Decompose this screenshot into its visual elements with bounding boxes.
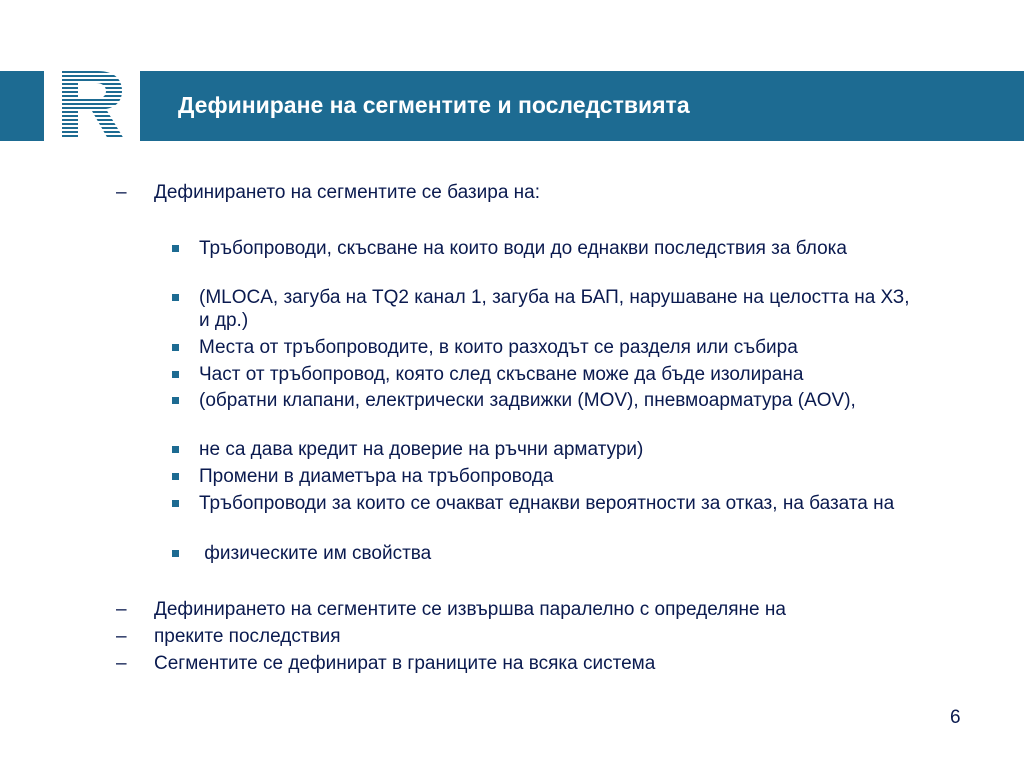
square-bullet-icon — [172, 294, 179, 301]
sub-list-item-text: (обратни клапани, електрически задвижки (MOV), пневмоарматура (AOV), — [199, 390, 856, 411]
sub-list-item — [172, 336, 932, 359]
sub-list-item-text: (MLOCA, загуба на TQ2 канал 1, загуба на БАП, нарушаване на целостта на ХЗ, и др.) — [199, 287, 910, 331]
list-item-text: Сегментите се дефинират в границите на всяка система — [154, 653, 656, 674]
sub-list-item-text: не са дава кредит на доверие на ръчни арматури) — [199, 439, 644, 460]
square-bullet-icon — [172, 446, 179, 453]
slide-title: Дефиниране на сегментите и последствията — [178, 92, 690, 118]
sub-list-item — [172, 465, 932, 488]
sub-list-item-text: Част от тръбопровод, която след скъсване може да бъде изолирана — [199, 364, 804, 385]
sub-list-item — [172, 237, 932, 260]
list-item-text: Дефинирането на сегментите се базира на: — [154, 182, 541, 203]
dash-bullet: – — [116, 626, 127, 647]
dash-bullet: – — [116, 182, 127, 203]
square-bullet-icon — [172, 371, 179, 378]
sub-list-item-text: Тръбопроводи, скъсване на които води до еднакви последствия за блока — [199, 238, 847, 259]
sub-list-item-text: Промени в диаметъра на тръбопровода — [199, 466, 554, 487]
sub-list-item — [172, 363, 932, 386]
square-bullet-icon — [172, 397, 179, 404]
sub-list-item-text: Места от тръбопроводите, в които разходът се разделя или събира — [199, 337, 798, 358]
dash-bullet: – — [116, 653, 127, 674]
square-bullet-icon — [172, 550, 179, 557]
sub-list-item — [172, 286, 932, 332]
square-bullet-icon — [172, 245, 179, 252]
sub-list-item — [172, 438, 932, 461]
list-item-text: Дефинирането на сегментите се извършва паралелно с определяне на — [154, 599, 786, 620]
square-bullet-icon — [172, 344, 179, 351]
sub-list-item — [172, 389, 932, 412]
sub-list-item-text: Тръбопроводи за които се очакват еднакви вероятности за отказ, на базата на — [199, 493, 895, 514]
square-bullet-icon — [172, 500, 179, 507]
sub-list-item — [172, 492, 932, 515]
sub-list-item-text: физическите им свойства — [199, 543, 432, 564]
list-item-text: преките последствия — [154, 626, 341, 647]
page-number: 6 — [950, 707, 961, 728]
square-bullet-icon — [172, 473, 179, 480]
sub-list-item — [172, 542, 932, 565]
dash-bullet: – — [116, 599, 127, 620]
